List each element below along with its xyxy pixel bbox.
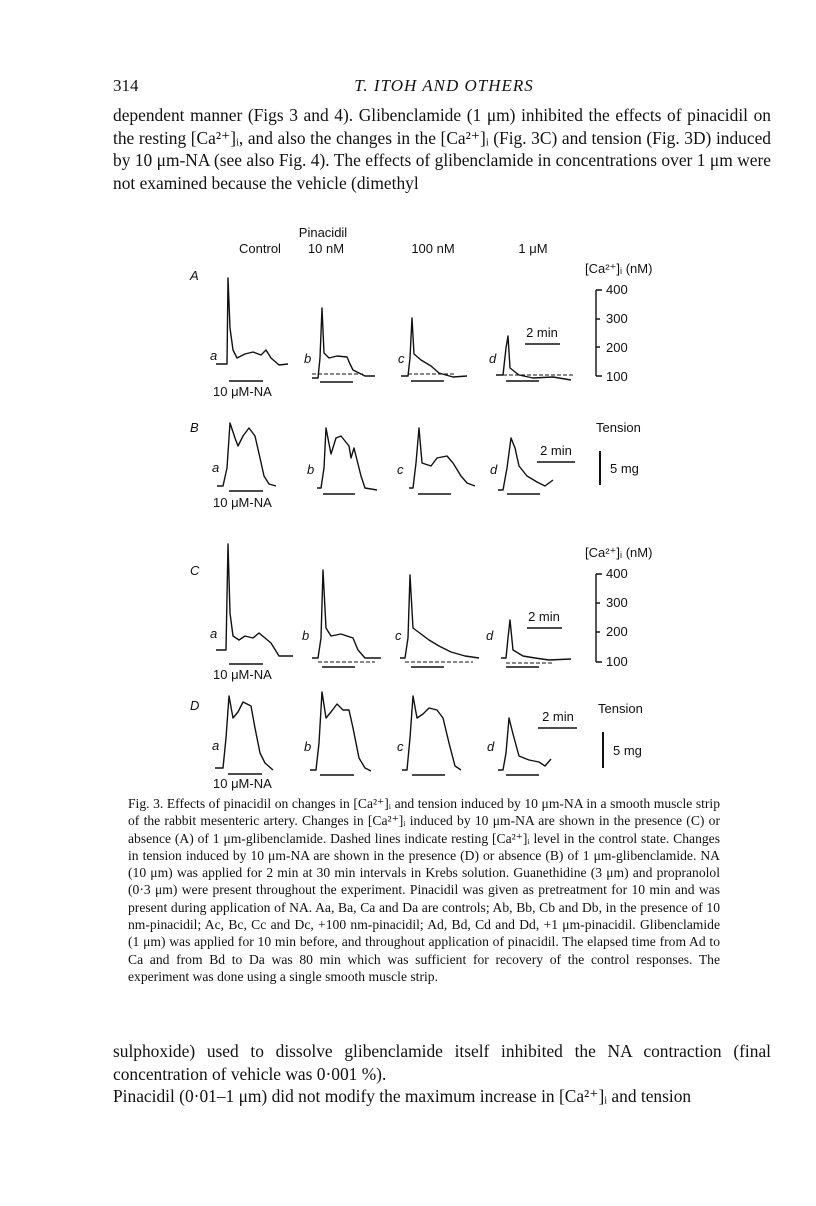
trace-Ca [216,544,293,656]
trace-Cb [312,570,381,658]
trace-letter-Bc: c [397,462,404,477]
trace-letter-Ca: a [210,626,218,641]
body-paragraph-top: dependent manner (Figs 3 and 4). Glibenclamide (1 μm) inhibited the effects of pinacidil on the resting [Ca²⁺]ᵢ, and also the changes in the [Ca²⁺]ᵢ (Fig. 3C) and tension (Fig. 3D) induced by 10 μm-NA (see also Fig. 4). The effects of glibenclamide in concentrations over 1 μm were not examined because the vehicle (dimethyl [113,105,771,193]
time-label-D: 2 min [542,709,574,724]
ca-tick-C-100: 100 [606,654,628,669]
trace-Bb [317,428,377,490]
trace-letter-Da: a [212,738,220,753]
ca-axis-label-A: [Ca²⁺]ᵢ (nM) [585,261,653,276]
col-10nm-label: 10 nM [307,241,345,256]
trace-Bc [409,428,475,488]
ca-tick-A-200: 200 [606,340,628,355]
trace-Cd [501,620,571,660]
trace-letter-Dd: d [487,739,495,754]
time-label-A: 2 min [526,325,558,340]
tension-label-B: Tension [596,420,641,435]
ca-axis-label-C: [Ca²⁺]ᵢ (nM) [585,545,653,560]
ca-tick-C-300: 300 [606,595,628,610]
trace-letter-Dc: c [397,739,404,754]
trace-letter-Bb: b [307,462,315,477]
tension-scale-label-B: 5 mg [610,461,639,476]
tension-scale-label-D: 5 mg [613,743,642,758]
stim-label-A: 10 μM-NA [213,384,272,399]
trace-Ad [496,336,571,380]
trace-Ab [312,308,375,378]
trace-Db [310,692,371,771]
trace-Dd [498,718,551,770]
time-label-B: 2 min [540,443,572,458]
trace-letter-Ab: b [304,351,312,366]
trace-letter-Cd: d [486,628,494,643]
ca-scale-C [596,574,602,662]
ca-tick-C-200: 200 [606,624,628,639]
trace-Aa [216,278,288,365]
trace-Ac [401,318,467,377]
figure-traces [113,218,769,794]
figure-3 [113,218,769,794]
trace-letter-Ac: c [398,351,405,366]
col-control-label: Control [239,241,281,256]
col-1um-label: 1 μM [518,241,548,256]
trace-letter-Ba: a [212,460,220,475]
ca-scale-A [596,290,602,376]
ca-tick-A-100: 100 [606,369,628,384]
trace-letter-Cb: b [302,628,310,643]
trace-letter-Bd: d [490,462,498,477]
stim-label-B: 10 μM-NA [213,495,272,510]
ca-tick-A-300: 300 [606,311,628,326]
panel-A-label: A [190,268,199,283]
trace-letter-Db: b [304,739,312,754]
ca-tick-A-400: 400 [606,282,628,297]
stim-label-D: 10 μM-NA [213,776,272,791]
time-label-C: 2 min [528,609,560,624]
page-header [113,76,769,100]
trace-Da [215,696,273,770]
col-pinacidil-label: Pinacidil [298,225,348,240]
figure-caption: Fig. 3. Effects of pinacidil on changes in [Ca²⁺]ᵢ and tension induced by 10 μm-NA in a smooth muscle strip of the rabbit mesenteric artery. Changes in [Ca²⁺]ᵢ induced by 10 μm-NA are shown in the presence (C) or absence (A) of 1 μm-glibenclamide. Dashed lines indicate resting [Ca²⁺]ᵢ level in the control state. Changes in tension induced by 10 μm-NA are shown in the presence (D) or absence (B) of 1 μm-glibenclamide. NA (10 μm) was applied for 2 min at 30 min intervals in Krebs solution. Guanethidine (3 μm) and propranolol (0·3 μm) were present throughout the experiment. Pinacidil was given as pretreatment for 10 min and was present during application of NA. Aa, Ba, Ca and Da are controls; Ab, Bb, Cb and Db, in the presence of 10 nm-pinacidil; Ac, Bc, Cc and Dc, +100 nm-pinacidil; Ad, Bd, Cd and Dd, +1 μm-pinacidil. Glibenclamide (1 μm) was applied for 10 min before, and throughout application of pinacidil. The elapsed time from Ad to Ca and from Bd to Da was 80 min which was sufficient for recovery of the control responses. The experiment was done using a single smooth muscle strip. [128,796,720,984]
panel-B-label: B [190,420,199,435]
stim-label-C: 10 μM-NA [213,667,272,682]
trace-letter-Cc: c [395,628,402,643]
tension-label-D: Tension [598,701,643,716]
body-paragraph-bottom: sulphoxide) used to dissolve glibenclamide itself inhibited the NA contraction (final concentration of vehicle was 0·001 %). [113,1041,771,1084]
trace-Dc [402,696,461,770]
trace-letter-Ad: d [489,351,497,366]
page-number: 314 [113,76,139,95]
col-100nm-label: 100 nM [411,241,455,256]
ca-tick-C-400: 400 [606,566,628,581]
panel-C-label: C [190,563,200,578]
body-paragraph-last: Pinacidil (0·01–1 μm) did not modify the maximum increase in [Ca²⁺]ᵢ and tension [113,1086,692,1106]
trace-Cc [400,575,479,658]
running-title: T. ITOH AND OTHERS [354,76,534,95]
panel-D-label: D [190,698,200,713]
trace-letter-Aa: a [210,348,218,363]
trace-Ba [217,423,276,486]
